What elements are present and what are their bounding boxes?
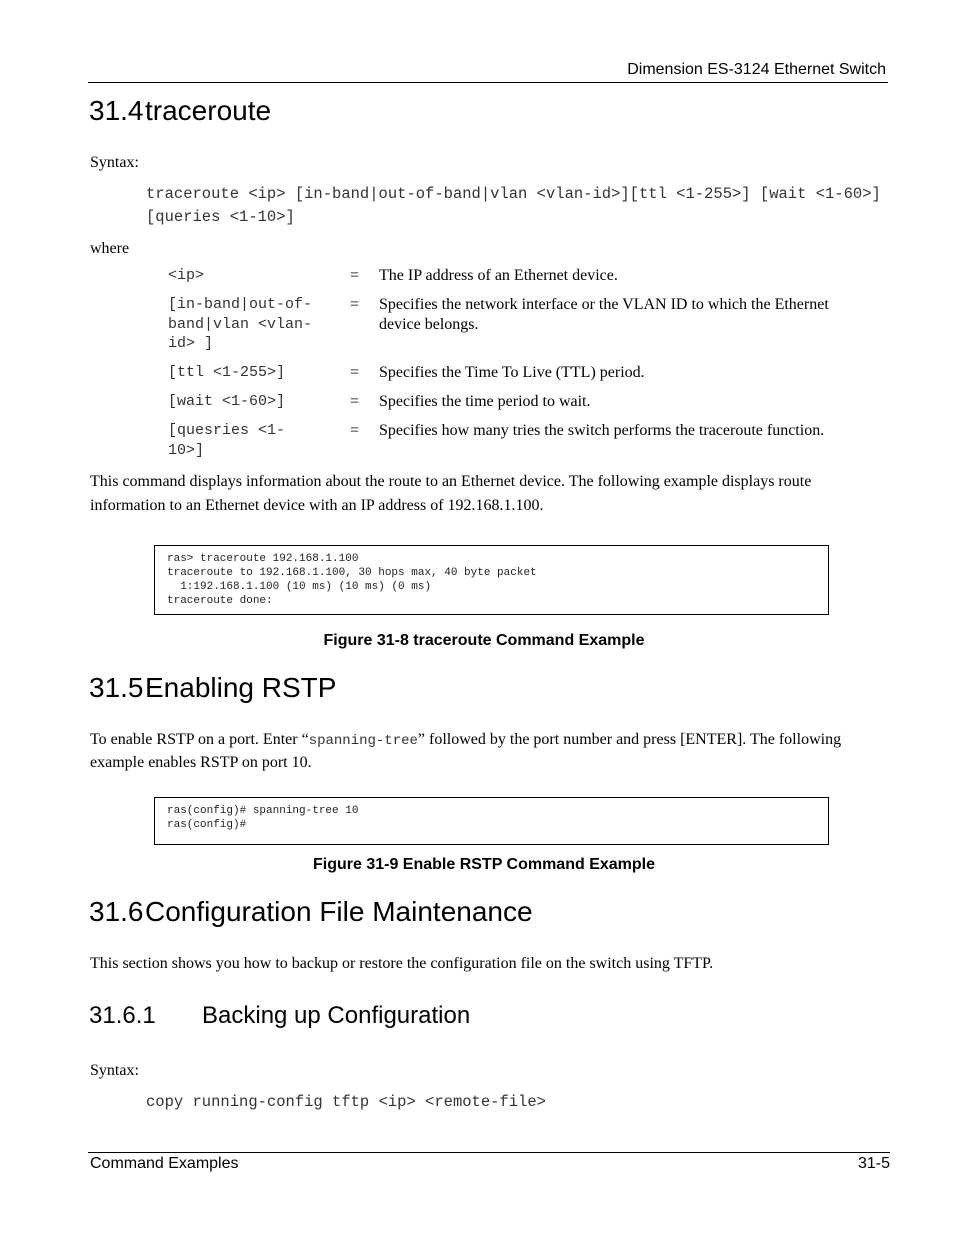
traceroute-example-code: ras> traceroute 192.168.1.100 traceroute to 192.168.1.100, 30 hops max, 40 byte packet 1:192.168.1.100 (10 ms) (10 ms) (0 ms) traceroute done: <box>154 545 829 615</box>
section-title: Configuration File Maintenance <box>145 896 533 927</box>
footer-chapter: Command Examples <box>90 1155 239 1172</box>
section-heading-31-4 <box>89 95 271 127</box>
section-heading-31-6 <box>89 896 533 928</box>
param-name: [in-band|out-of-band|vlan <vlan-id> ] <box>168 296 313 352</box>
figure-caption: Figure 31-9 Enable RSTP Command Example <box>312 856 656 873</box>
section-heading-31-6-1 <box>89 1002 470 1030</box>
section-number: 31.6.1 <box>89 1002 156 1029</box>
rstp-example-code: ras(config)# spanning-tree 10 ras(config)# <box>154 797 829 845</box>
param-name: <ip> <box>168 267 205 284</box>
section-title: Enabling RSTP <box>145 672 337 703</box>
section-number: 31.4 <box>89 95 144 126</box>
param-name: [quesries <1-10>] <box>168 422 286 459</box>
section-number: 31.6 <box>89 896 144 927</box>
param-description: Specifies the Time To Live (TTL) period. <box>379 364 645 381</box>
rstp-text-after: ” followed by the port number and press [ENTER]. The following example enables RSTP on port 10. <box>90 731 842 771</box>
section-title: traceroute <box>145 95 272 126</box>
param-equals: = <box>350 267 360 284</box>
copy-config-syntax: copy running-config tftp <ip> <remote-file> <box>146 1093 546 1111</box>
traceroute-syntax: traceroute <ip> [in-band|out-of-band|vlan <vlan-id>][ttl <1-255>] [wait <1-60>] [queries <1-10>] <box>146 185 891 226</box>
param-description: Specifies how many tries the switch performs the traceroute function. <box>379 422 825 439</box>
section-title: Backing up Configuration <box>202 1002 471 1029</box>
header-title: Dimension ES-3124 Ethernet Switch <box>627 61 886 78</box>
config-maintenance-description: This section shows you how to backup or restore the configuration file on the switch using TFTP. <box>90 955 714 972</box>
syntax-label: Syntax: <box>90 1062 139 1079</box>
param-description: Specifies the network interface or the VLAN ID to which the Ethernet device belongs. <box>379 296 829 333</box>
running-header <box>88 59 888 83</box>
page-number: 31-5 <box>857 1155 890 1172</box>
section-heading-31-5 <box>89 672 336 704</box>
running-footer <box>88 1152 890 1176</box>
traceroute-description: This command displays information about the route to an Ethernet device. The following example displays route information to an Ethernet device with an IP address of 192.168.1.100. <box>90 473 812 514</box>
rstp-text-before: To enable RSTP on a port. Enter “ <box>90 731 309 748</box>
syntax-label: Syntax: <box>90 154 139 171</box>
section-number: 31.5 <box>89 672 144 703</box>
param-description: Specifies the time period to wait. <box>379 393 591 410</box>
inline-code: spanning-tree <box>308 733 418 749</box>
where-label: where <box>90 240 130 257</box>
param-equals: = <box>350 393 360 410</box>
figure-caption: Figure 31-8 traceroute Command Example <box>323 632 645 649</box>
rstp-description <box>90 729 880 774</box>
param-name: [wait <1-60>] <box>168 393 286 410</box>
param-name: [ttl <1-255>] <box>168 364 286 381</box>
param-equals: = <box>350 364 360 381</box>
param-equals: = <box>350 296 360 313</box>
param-equals: = <box>350 422 360 439</box>
param-description: The IP address of an Ethernet device. <box>379 267 618 284</box>
